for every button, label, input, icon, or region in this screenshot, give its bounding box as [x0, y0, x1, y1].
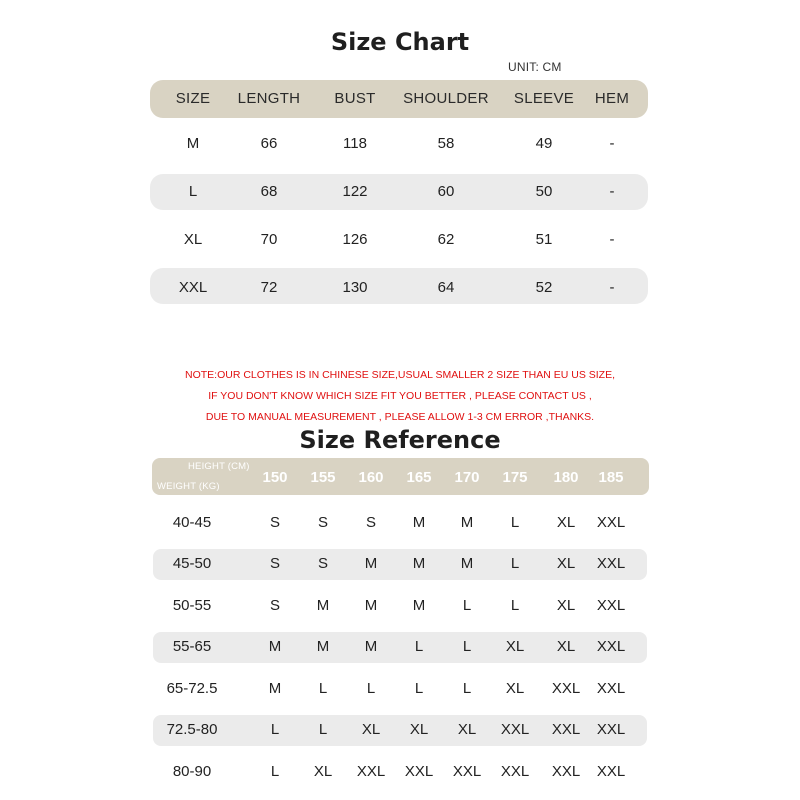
- size-cell: M: [268, 680, 282, 697]
- table-cell: 66: [260, 135, 278, 152]
- size-cell: XXL: [596, 514, 626, 531]
- table-row: [0, 273, 800, 303]
- table-cell: -: [609, 279, 615, 296]
- note-line: IF YOU DON'T KNOW WHICH SIZE FIT YOU BETTER , PLEASE CONTACT US ,: [208, 390, 592, 402]
- table-row: [0, 674, 800, 704]
- size-cell: M: [316, 597, 330, 614]
- table-row: [0, 591, 800, 621]
- column-header: LENGTH: [237, 90, 301, 107]
- size-cell: XL: [556, 638, 576, 655]
- size-cell: XXL: [596, 555, 626, 572]
- table-cell: L: [188, 183, 198, 200]
- size-cell: XXL: [356, 763, 386, 780]
- table-cell: M: [186, 135, 200, 152]
- size-cell: XL: [556, 555, 576, 572]
- height-header: 150: [262, 469, 288, 486]
- size-cell: L: [510, 555, 520, 572]
- size-cell: XL: [505, 638, 525, 655]
- size-cell: L: [318, 721, 328, 738]
- size-cell: L: [462, 638, 472, 655]
- size-cell: XL: [505, 680, 525, 697]
- table-cell: 60: [437, 183, 455, 200]
- table-row: [0, 177, 800, 207]
- weight-cell: 45-50: [172, 555, 212, 572]
- size-cell: M: [316, 638, 330, 655]
- size-cell: L: [270, 763, 280, 780]
- size-cell: XXL: [452, 763, 482, 780]
- weight-cell: 40-45: [172, 514, 212, 531]
- size-cell: L: [270, 721, 280, 738]
- table-cell: 52: [535, 279, 553, 296]
- size-cell: L: [414, 680, 424, 697]
- table-row: [0, 129, 800, 159]
- size-cell: XXL: [500, 721, 530, 738]
- size-cell: XXL: [596, 597, 626, 614]
- size-cell: S: [269, 555, 281, 572]
- height-header: 185: [598, 469, 624, 486]
- table-cell: 130: [342, 279, 368, 296]
- table-row: [0, 757, 800, 787]
- table-cell: 122: [342, 183, 368, 200]
- table-cell: 126: [342, 231, 368, 248]
- size-cell: M: [364, 555, 378, 572]
- table-cell: 58: [437, 135, 455, 152]
- size-cell: L: [366, 680, 376, 697]
- size-cell: XL: [409, 721, 429, 738]
- note-line: NOTE:OUR CLOTHES IS IN CHINESE SIZE,USUAL SMALLER 2 SIZE THAN EU US SIZE,: [184, 369, 615, 381]
- table-cell: 70: [260, 231, 278, 248]
- table-cell: -: [609, 183, 615, 200]
- size-cell: M: [268, 638, 282, 655]
- table-cell: 64: [437, 279, 455, 296]
- unit-label: UNIT: CM: [508, 60, 562, 74]
- size-cell: XL: [457, 721, 477, 738]
- column-header: SIZE: [175, 90, 211, 107]
- size-cell: XXL: [596, 763, 626, 780]
- column-header: HEM: [594, 90, 630, 107]
- size-cell: XL: [361, 721, 381, 738]
- table-cell: XXL: [178, 279, 208, 296]
- note-line: DUE TO MANUAL MEASUREMENT , PLEASE ALLOW 1-3 CM ERROR ,THANKS.: [205, 411, 595, 423]
- size-cell: L: [510, 597, 520, 614]
- height-header: 165: [406, 469, 432, 486]
- height-header: 155: [310, 469, 336, 486]
- height-header: 175: [502, 469, 528, 486]
- table-cell: 62: [437, 231, 455, 248]
- size-cell: XXL: [596, 638, 626, 655]
- size-cell: M: [460, 514, 474, 531]
- column-header: SHOULDER: [403, 90, 489, 107]
- size-cell: XXL: [500, 763, 530, 780]
- column-header: SLEEVE: [513, 90, 575, 107]
- size-cell: XL: [556, 597, 576, 614]
- size-cell: L: [318, 680, 328, 697]
- weight-cell: 65-72.5: [166, 680, 218, 697]
- weight-cell: 50-55: [172, 597, 212, 614]
- table-cell: 72: [260, 279, 278, 296]
- size-cell: L: [462, 680, 472, 697]
- size-cell: XXL: [551, 680, 581, 697]
- weight-axis-label: WEIGHT (KG): [157, 481, 220, 492]
- table-row: [0, 225, 800, 255]
- weight-cell: 55-65: [172, 638, 212, 655]
- height-header: 170: [454, 469, 480, 486]
- table-cell: 51: [535, 231, 553, 248]
- size-cell: S: [269, 514, 281, 531]
- size-cell: XL: [313, 763, 333, 780]
- column-header: BUST: [334, 90, 376, 107]
- table-cell: -: [609, 135, 615, 152]
- size-cell: L: [510, 514, 520, 531]
- table-row: [0, 715, 800, 745]
- size-cell: S: [365, 514, 377, 531]
- size-cell: XXL: [596, 680, 626, 697]
- table-cell: 118: [343, 135, 367, 152]
- table-row: [0, 632, 800, 662]
- size-cell: M: [364, 597, 378, 614]
- table-row: [0, 508, 800, 538]
- table-cell: -: [609, 231, 615, 248]
- size-cell: L: [414, 638, 424, 655]
- size-cell: M: [460, 555, 474, 572]
- size-cell: M: [412, 597, 426, 614]
- size-cell: S: [317, 514, 329, 531]
- size-cell: S: [317, 555, 329, 572]
- size-cell: XXL: [551, 763, 581, 780]
- size-cell: XXL: [551, 721, 581, 738]
- size-cell: XXL: [596, 721, 626, 738]
- size-cell: M: [412, 555, 426, 572]
- size-cell: XXL: [404, 763, 434, 780]
- table-cell: 50: [535, 183, 553, 200]
- size-cell: L: [462, 597, 472, 614]
- size-chart-title: Size Chart: [330, 28, 470, 56]
- table-cell: 49: [535, 135, 553, 152]
- weight-cell: 80-90: [172, 763, 212, 780]
- table-cell: XL: [183, 231, 203, 248]
- size-cell: S: [269, 597, 281, 614]
- size-chart-header-row: [0, 84, 800, 114]
- weight-cell: 72.5-80: [166, 721, 218, 738]
- height-header: 160: [358, 469, 384, 486]
- table-cell: 68: [260, 183, 278, 200]
- table-row: [0, 549, 800, 579]
- size-cell: M: [364, 638, 378, 655]
- size-reference-title: Size Reference: [299, 426, 501, 454]
- size-cell: M: [412, 514, 426, 531]
- size-cell: XL: [556, 514, 576, 531]
- height-axis-label: HEIGHT (CM): [188, 461, 250, 472]
- height-header: 180: [553, 469, 579, 486]
